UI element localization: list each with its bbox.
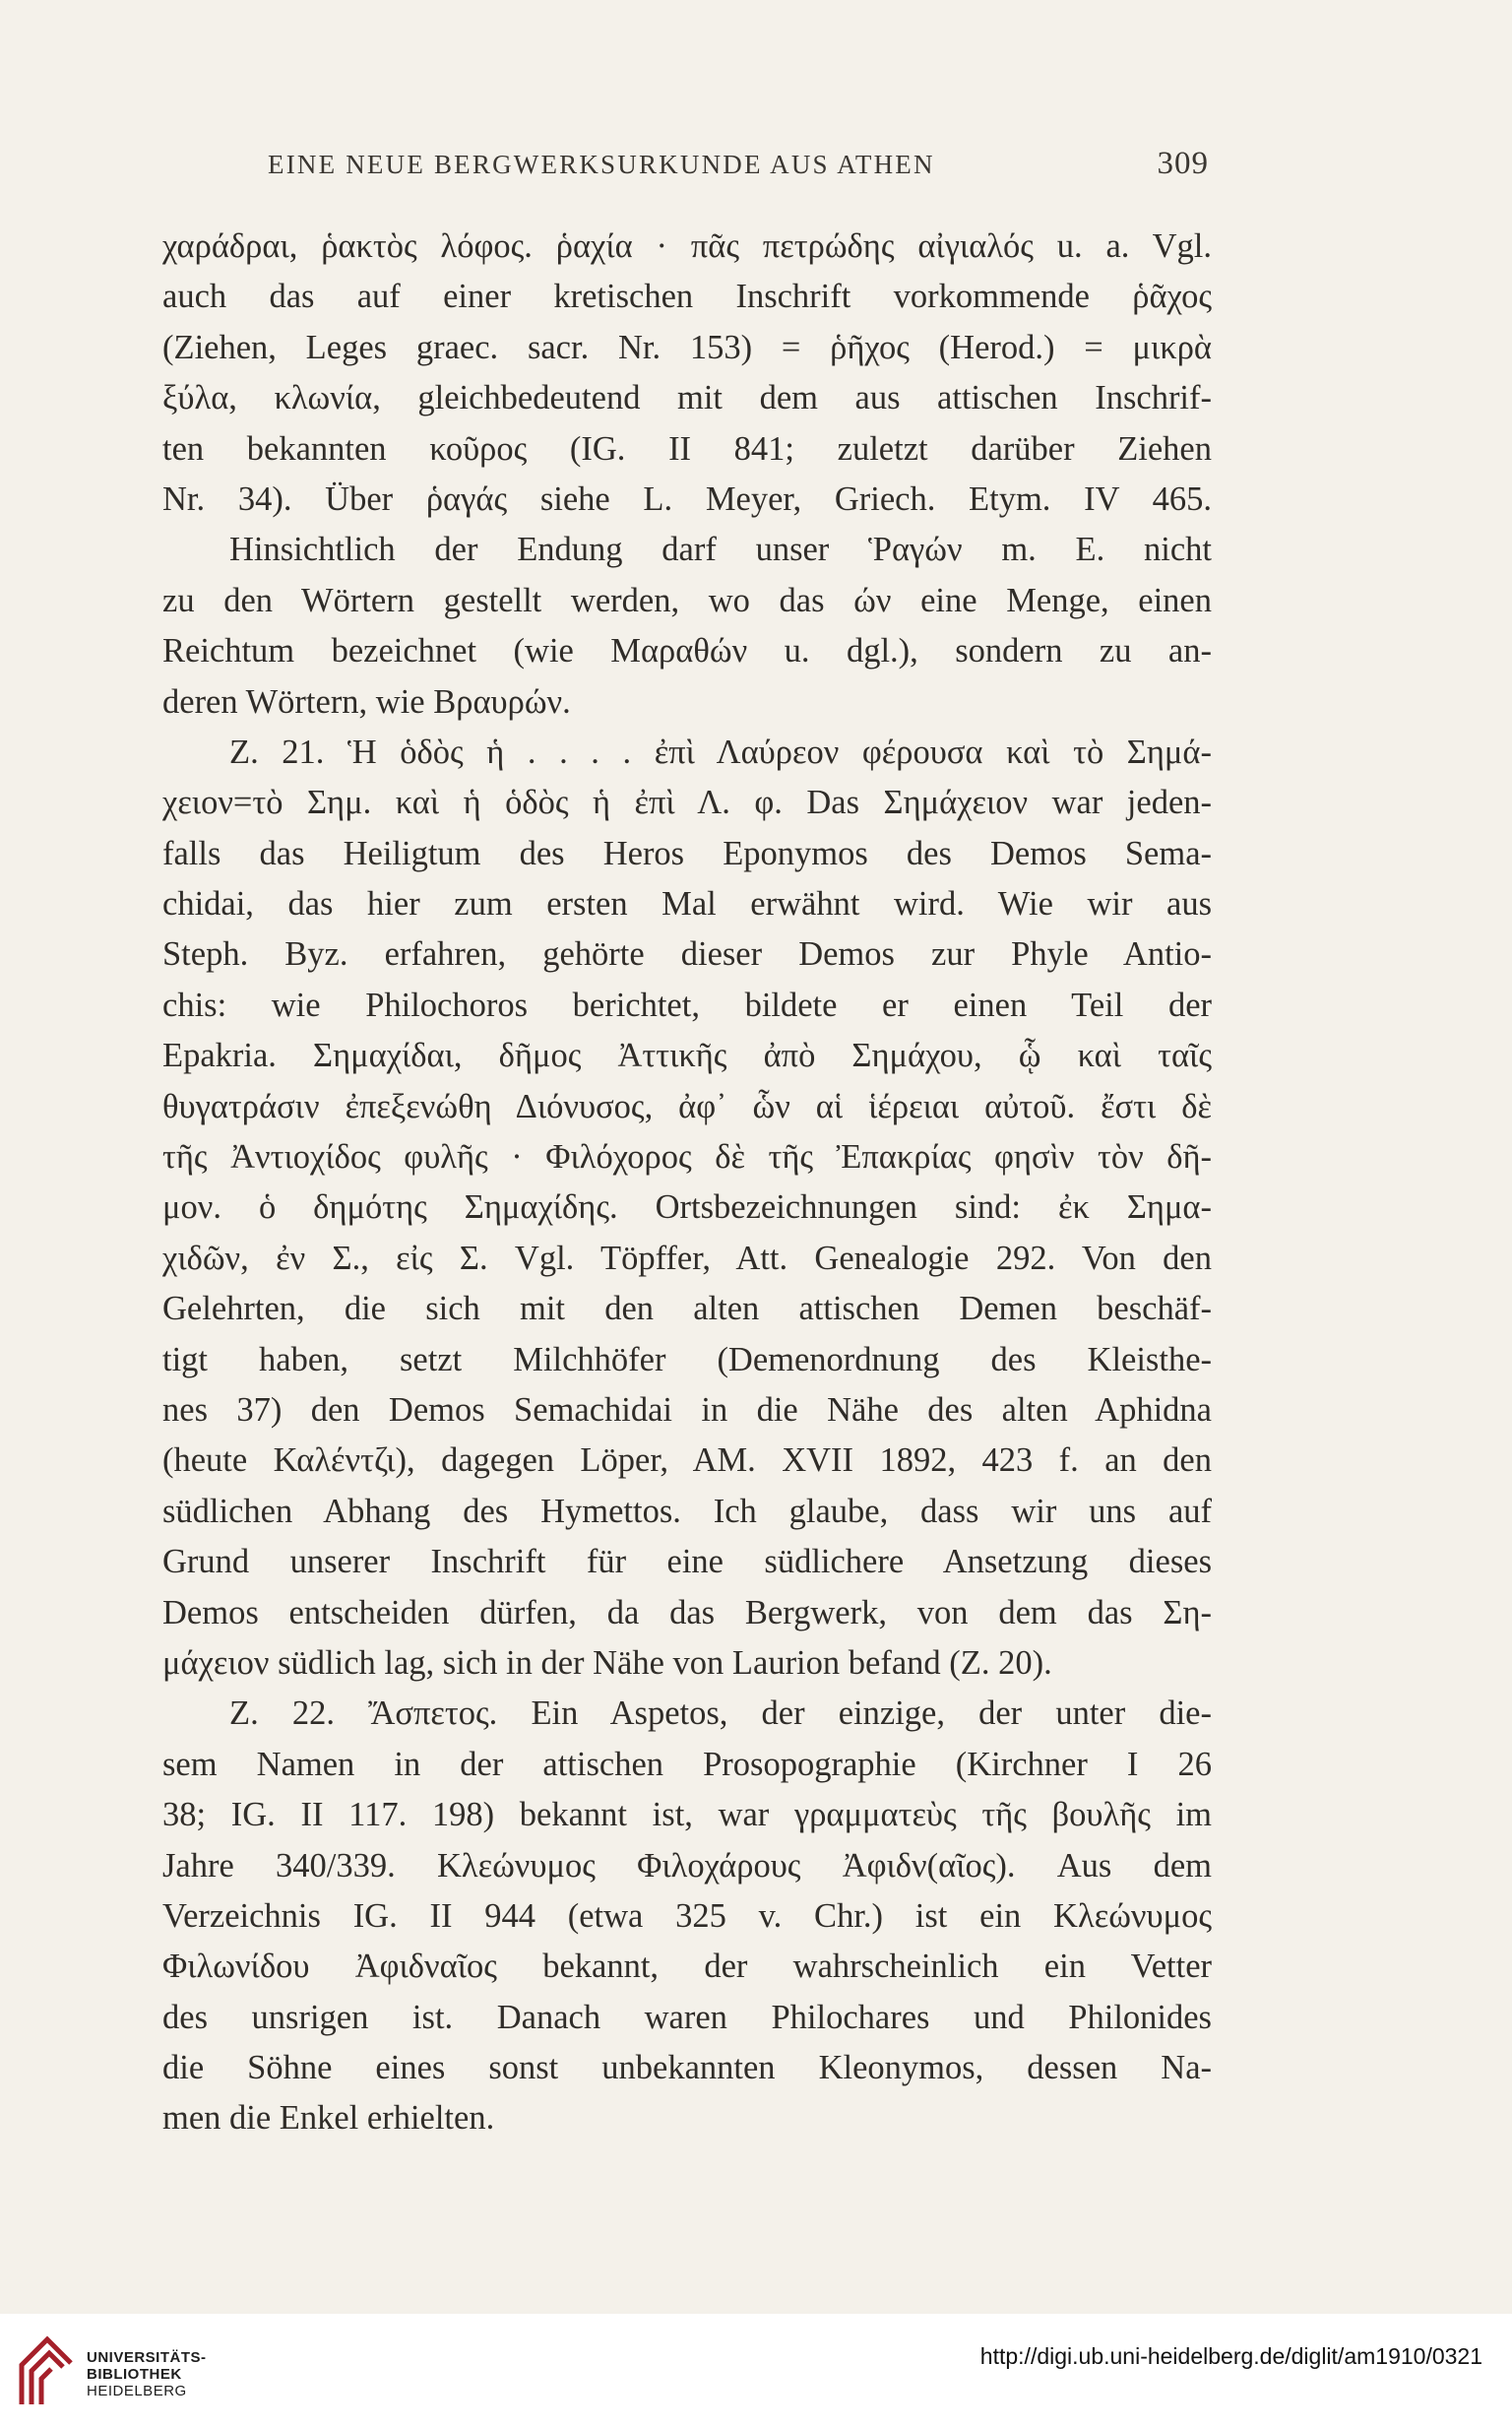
text-line: χειον=τὸ Σημ. καὶ ἡ ὁδὸς ἡ ἐπὶ Λ. φ. Das Σημάχειον war jeden-: [162, 784, 1212, 822]
text-line: falls das Heiligtum des Heros Eponymos des Demos Sema-: [162, 834, 1212, 872]
text-line: Epakria. Σημαχίδαι, δῆμος Ἀττικῆς ἀπὸ Σημάχου, ᾧ καὶ ταῖς: [162, 1037, 1212, 1075]
text-line: θυγατράσιν ἐπεξενώθη Διόνυσος, ἀφ᾽ ὧν αἱ ἱέρειαι αὐτοῦ. ἔστι δὲ: [162, 1087, 1212, 1125]
library-name-line2: BIBLIOTHEK: [87, 2366, 182, 2383]
text-line: die Söhne eines sonst unbekannten Kleonymos, dessen Na-: [162, 2049, 1212, 2087]
text-line: des unsrigen ist. Danach waren Philochares und Philonides: [162, 1998, 1212, 2036]
text-line: Reichtum bezeichnet (wie Μαραθών u. dgl.), sondern zu an-: [162, 632, 1212, 671]
text-line: zu den Wörtern gestellt werden, wo das ών eine Menge, einen: [162, 581, 1212, 619]
text-line: deren Wörtern, wie Βραυρών.: [162, 682, 571, 721]
text-line: τῆς Ἀντιοχίδος φυλῆς · Φιλόχορος δὲ τῆς Ἐπακρίας φησὶν τὸν δῆ-: [162, 1138, 1212, 1177]
text-line: Grund unserer Inschrift für eine südlichere Ansetzung dieses: [162, 1543, 1212, 1581]
text-line: Demos entscheiden dürfen, da das Bergwerk, von dem das Ση-: [162, 1593, 1212, 1631]
text-line: 38; IG. II 117. 198) bekannt ist, war γραμματεὺς τῆς βουλῆς im: [162, 1796, 1212, 1834]
running-head: [268, 146, 1209, 189]
text-line: Z. 22. Ἄσπετος. Ein Aspetos, der einzige, der unter die-: [229, 1694, 1212, 1733]
library-name-line1: UNIVERSITÄTS-: [87, 2349, 207, 2366]
text-line: Gelehrten, die sich mit den alten attischen Demen beschäf-: [162, 1290, 1212, 1328]
text-line: nes 37) den Demos Semachidai in die Nähe des alten Aphidna: [162, 1390, 1212, 1429]
text-line: (Ziehen, Leges graec. sacr. Nr. 153) = ῥῆχος (Herod.) = μικρὰ: [162, 328, 1212, 366]
page-number: 309: [1157, 146, 1209, 181]
text-line: auch das auf einer kretischen Inschrift vorkommende ῥᾶχος: [162, 278, 1212, 316]
text-line: Φιλωνίδου Ἀφιδναῖος bekannt, der wahrscheinlich ein Vetter: [162, 1948, 1212, 1986]
text-line: sem Namen in der attischen Prosopographie (Kirchner I 26: [162, 1745, 1212, 1783]
text-line: tigt haben, setzt Milchhöfer (Demenordnung des Kleisthe-: [162, 1340, 1212, 1378]
text-line: ten bekannten κοῦρος (IG. II 841; zuletzt darüber Ziehen: [162, 429, 1212, 468]
digitization-footer: [0, 2314, 1512, 2428]
text-line: μον. ὁ δημότης Σημαχίδης. Ortsbezeichnungen sind: ἐκ Σημα-: [162, 1188, 1212, 1227]
text-line: Jahre 340/339. Κλεώνυμος Φιλοχάρους Ἀφιδν(αῖος). Aus dem: [162, 1846, 1212, 1885]
library-name: [87, 2349, 207, 2399]
body-text: [162, 222, 1212, 2144]
text-line: Nr. 34). Über ῥαγάς siehe L. Meyer, Griech. Etym. IV 465.: [162, 479, 1212, 518]
text-line: men die Enkel erhielten.: [162, 2099, 495, 2138]
running-head-title: EINE NEUE BERGWERKSURKUNDE AUS ATHEN: [268, 150, 935, 179]
text-line: (heute Καλέντζι), dagegen Löper, AM. XVII 1892, 423 f. an den: [162, 1441, 1212, 1480]
text-line: Z. 21. Ἡ ὁδὸς ἡ . . . . ἐπὶ Λαύρεον φέρουσα καὶ τὸ Σημά-: [229, 733, 1212, 771]
text-line: Steph. Byz. erfahren, gehörte dieser Demos zur Phyle Antio-: [162, 935, 1212, 974]
text-line: μάχειον südlich lag, sich in der Nähe von Laurion befand (Z. 20).: [162, 1643, 1052, 1682]
text-line: Hinsichtlich der Endung darf unser Ῥαγών m. E. nicht: [229, 531, 1212, 569]
text-line: Verzeichnis IG. II 944 (etwa 325 v. Chr.) ist ein Κλεώνυμος: [162, 1896, 1212, 1935]
permalink-url[interactable]: http://digi.ub.uni-heidelberg.de/diglit/am1910/0321: [979, 2343, 1482, 2369]
text-line: χιδῶν, ἐν Σ., εἰς Σ. Vgl. Töpffer, Att. Genealogie 292. Von den: [162, 1239, 1212, 1277]
text-line: χαράδραι, ῥακτὸς λόφος. ῥαχία · πᾶς πετρώδης αἰγιαλός u. a. Vgl.: [162, 227, 1212, 265]
library-logo-icon: [18, 2335, 75, 2408]
text-line: chis: wie Philochoros berichtet, bildete er einen Teil der: [162, 986, 1212, 1024]
library-name-line3: HEIDELBERG: [87, 2383, 187, 2399]
text-line: ξύλα, κλωνία, gleichbedeutend mit dem aus attischen Inschrif-: [162, 379, 1212, 417]
text-line: chidai, das hier zum ersten Mal erwähnt wird. Wie wir aus: [162, 885, 1212, 924]
text-line: südlichen Abhang des Hymettos. Ich glaube, dass wir uns auf: [162, 1492, 1212, 1530]
